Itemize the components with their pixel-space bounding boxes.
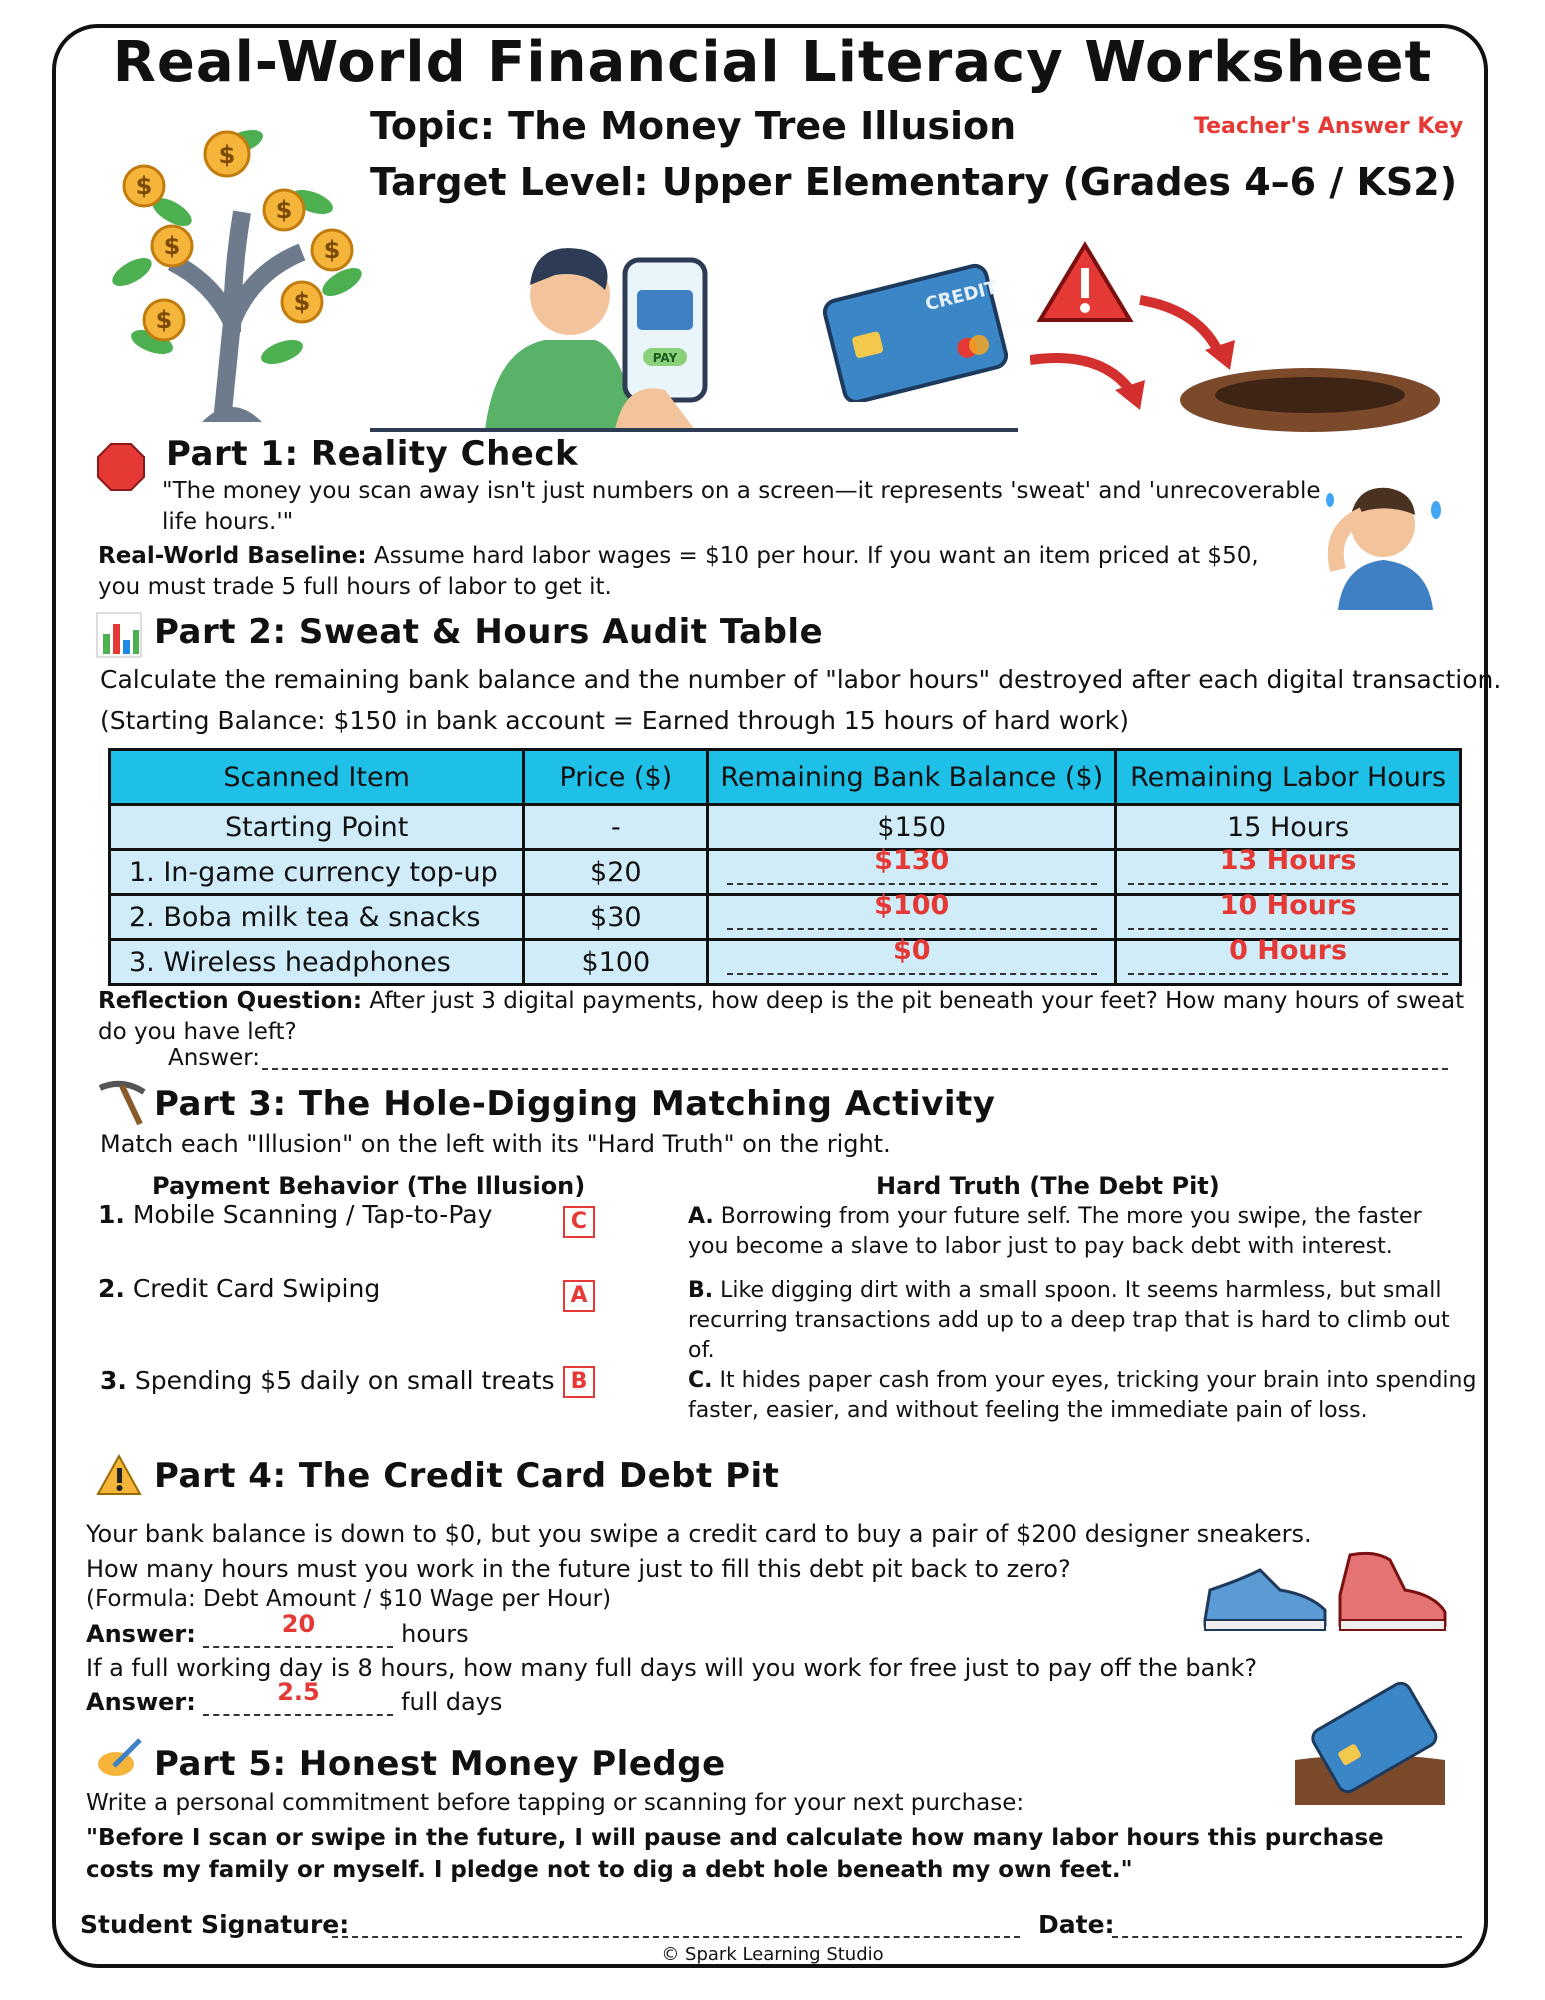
balance-cell[interactable] [708,844,1116,895]
footer-credit: © Spark Learning Studio [661,1944,884,1965]
stop-sign-icon [96,442,146,492]
price-cell: - [524,805,708,850]
pledge-text: "Before I scan or swipe in the future, I will pause and calculate how many labor hours this purchase costs my family or myself. I pledge not to dig a debt hole beneath my own feet." [86,1825,1384,1883]
hours-cell[interactable] [1116,889,1461,940]
svg-text:$: $ [163,232,181,260]
balance-cell[interactable] [708,889,1116,940]
part1-quote: "The money you scan away isn't just numbers on a screen—it represents 'sweat' and 'unrecoverable life hours.'" [162,478,1321,535]
right-column-header: Hard Truth (The Debt Pit) [876,1172,1220,1200]
table-row [110,850,1461,895]
baseline-text: Assume hard labor wages = $10 per hour. If you want an item priced at $50, you must trade 5 full hours of labor to get it. [98,543,1259,600]
baseline-label: Real-World Baseline: [98,543,367,569]
illustration-baseline [370,428,1018,432]
hours-cell[interactable] [1116,934,1461,985]
part4-question2: If a full working day is 8 hours, how many full days will you work for free just to pay off the bank? [86,1654,1258,1682]
audit-table [108,748,1462,986]
hours-answer-field[interactable]: 20 [203,1620,393,1648]
match-answer-box-1[interactable]: C [563,1206,595,1238]
balance-answer: $130 [874,844,950,876]
part4-answer1-row: Answer: 20 hours [86,1610,469,1648]
part4-answer2-row: Answer: 2.5 full days [86,1678,503,1716]
date-label: Date: [1038,1910,1115,1939]
sweating-person-illustration [1318,470,1448,610]
svg-text:$: $ [218,141,236,169]
price-cell: $100 [524,940,708,985]
part2-intro: Calculate the remaining bank balance and the number of "labor hours" destroyed after each digital transaction. [100,665,1502,694]
left-column-header: Payment Behavior (The Illusion) [152,1172,586,1200]
hours-cell: 15 Hours [1116,805,1461,850]
table-row [110,895,1461,940]
target-level-line: Target Level: Upper Elementary (Grades 4–6 / KS2) [370,160,1458,204]
svg-text:$: $ [155,306,173,334]
hours-answer: 0 Hours [1229,934,1348,966]
column-header: Remaining Bank Balance ($) [708,750,1116,805]
item-cell: 2. Boba milk tea & snacks [110,895,524,940]
part1-baseline [98,541,1308,603]
svg-text:CREDIT: CREDIT [923,277,1000,316]
money-tree-illustration [92,102,372,422]
part3-heading: Part 3: The Hole-Digging Matching Activity [154,1084,996,1124]
column-header: Scanned Item [110,750,524,805]
credit-card-illustration [822,262,1008,402]
debt-pit-illustration [1030,240,1450,450]
table-row [110,940,1461,985]
reflection-answer-line[interactable] [262,1068,1448,1070]
table-header-row [110,750,1461,805]
hours-answer: 10 Hours [1219,889,1357,921]
svg-text:PAY: PAY [652,351,678,365]
part2-starting-note: (Starting Balance: $150 in bank account = Earned through 15 hours of hard work) [100,706,1129,735]
part1-heading: Part 1: Reality Check [166,434,579,474]
part3-intro: Match each "Illusion" on the left with its "Hard Truth" on the right. [100,1130,891,1158]
item-cell: Starting Point [110,805,524,850]
reflection-question [98,986,1468,1048]
table-row [110,805,1461,850]
item-cell: 1. In-game currency top-up [110,850,524,895]
part5-heading: Part 5: Honest Money Pledge [154,1744,726,1784]
balance-cell[interactable] [708,934,1116,985]
hours-cell[interactable] [1116,844,1461,895]
topic-line: Topic: The Money Tree Illusion [370,104,1017,148]
pickaxe-icon [94,1078,148,1126]
truth-item-b: B. Like digging dirt with a small spoon. It seems harmless, but small recurring transactions add up to a deep trap that is hard to climb out of. [688,1278,1450,1363]
part4-formula: (Formula: Debt Amount / $10 Wage per Hour) [86,1586,612,1612]
svg-text:$: $ [135,172,153,200]
part4-line1: Your bank balance is down to $0, but you swipe a credit card to buy a pair of $200 designer sneakers. [86,1520,1312,1548]
balance-cell: $150 [708,805,1116,850]
sneakers-illustration [1200,1540,1450,1640]
column-header: Remaining Labor Hours [1116,750,1461,805]
worksheet-title: Real-World Financial Literacy Worksheet [112,30,1433,95]
balance-answer: $100 [874,889,950,921]
answer-key-label: Teacher's Answer Key [1194,114,1464,139]
match-answer-box-2[interactable]: A [563,1280,595,1312]
part4-line2: How many hours must you work in the future just to fill this debt pit back to zero? [86,1555,1071,1583]
bar-chart-icon [96,612,142,658]
card-in-hole-illustration [1290,1680,1450,1810]
item-cell: 3. Wireless headphones [110,940,524,985]
reflection-label: Reflection Question: [98,988,363,1014]
part5-intro: Write a personal commitment before tapping or scanning for your next purchase: [86,1790,1025,1816]
signature-line[interactable] [332,1936,1020,1938]
price-cell: $20 [524,850,708,895]
phone-payment-illustration [475,230,755,430]
truth-item-c: C. It hides paper cash from your eyes, tricking your brain into spending faster, easier, and without feeling the immediate pain of loss. [688,1368,1477,1423]
part4-heading: Part 4: The Credit Card Debt Pit [154,1456,780,1496]
date-line[interactable] [1112,1936,1462,1938]
illusion-item-2: 2. Credit Card Swiping [98,1274,381,1303]
signature-label: Student Signature: [80,1910,350,1939]
svg-text:$: $ [293,288,311,316]
reflection-text: After just 3 digital payments, how deep is the pit beneath your feet? How many hours of sweat do you have left? [98,988,1465,1045]
part2-heading: Part 2: Sweat & Hours Audit Table [154,612,824,652]
hours-answer: 13 Hours [1219,844,1357,876]
writing-hand-icon [96,1736,144,1780]
reflection-answer-label: Answer: [168,1045,261,1071]
truth-item-a: A. Borrowing from your future self. The more you swipe, the faster you become a slave to labor just to pay back debt with interest. [688,1204,1422,1259]
warning-icon [96,1454,142,1496]
price-cell: $30 [524,895,708,940]
illusion-item-3: 3. Spending $5 daily on small treats [100,1366,555,1395]
illusion-item-1: 1. Mobile Scanning / Tap-to-Pay [98,1200,493,1229]
match-answer-box-3[interactable]: B [563,1366,595,1398]
column-header: Price ($) [524,750,708,805]
balance-answer: $0 [892,934,931,966]
svg-text:$: $ [323,236,341,264]
days-answer-field[interactable]: 2.5 [203,1688,393,1716]
svg-text:$: $ [275,196,293,224]
